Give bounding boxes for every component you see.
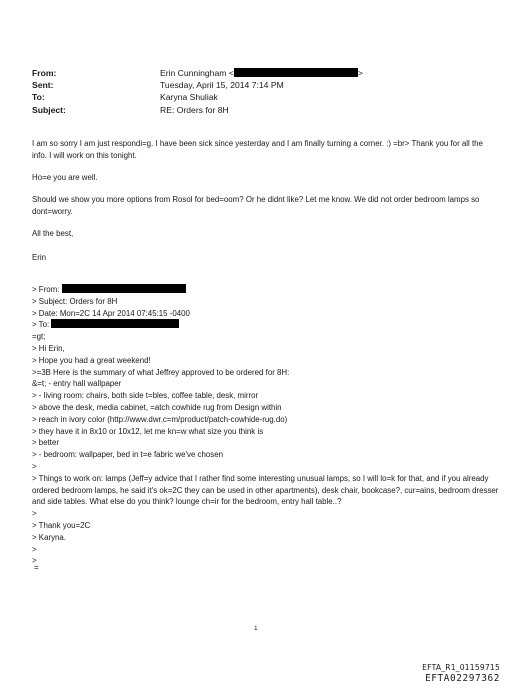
quoted-line: > Thank you=2C (32, 520, 91, 530)
body-paragraph-3: Should we show you more options from Rosol for bed=oom? Or he didnt like? Let me know. We did not order bedroom lamps so dont=worry. (32, 195, 480, 216)
quoted-line: > - living room: chairs, both side t=bles, coffee table, desk, mirror (32, 391, 259, 401)
redaction-bar (62, 284, 186, 293)
sent-label: Sent: (32, 80, 54, 91)
quoted-line: >=3B Here is the summary of what Jeffrey approved to be ordered for 8H: (32, 367, 290, 377)
quoted-line: > - bedroom: wallpaper, bed in t=e fabric we've chosen (32, 450, 223, 460)
quoted-line: =gt; (32, 332, 46, 342)
redaction-bar (51, 319, 179, 328)
quoted-to-line: > To: (32, 319, 500, 331)
quoted-line: > Karyna. (32, 532, 66, 542)
body-paragraph-1: I am so sorry I am just respondi=g. I have been sick since yesterday and I am finally turning a corner. :) =br> Thank you for all the info. I will work on this tonight. (32, 139, 483, 160)
page-number: 1 (254, 625, 258, 632)
quoted-line: > (32, 556, 37, 566)
subject-value: RE: Orders for 8H (160, 104, 229, 115)
to-value: Karyna Shuliak (160, 92, 218, 103)
email-header (32, 67, 363, 116)
quoted-line: > better (32, 438, 59, 448)
bates-number-primary: EFTA_R1_01159715 (422, 663, 500, 672)
quoted-line: > Things to work on: lamps (Jeff=y advice that I rather find some interesting unusual lamps, so I will lo=k for that, and if you already ordered bedroom lamps, he said it's ok=2C they can be used in other apartments), desk chair, bookcase?, cur=ains, bedroom dresser and side tables. What else do you think? lounge ch=ir for the bedroom, entry hall table..? (32, 473, 499, 507)
sent-value: Tuesday, April 15, 2014 7:14 PM (160, 80, 284, 91)
quoted-subject-line: > Subject: Orders for 8H (32, 296, 118, 306)
from-row (32, 67, 363, 79)
quoted-line: > reach in ivory color (http://www.dwr.c=m/product/patch-cowhide-rug.do) (32, 414, 288, 424)
signature-name: Erin (32, 253, 47, 262)
quoted-line: > Hope you had a great weekend! (32, 355, 151, 365)
from-label: From: (32, 68, 57, 78)
quoted-line: > Hi Erin, (32, 343, 65, 353)
quoted-line: > they have it in 8x10 or 10x12, let me kn=w what size you think is (32, 426, 264, 436)
to-label: To: (32, 92, 45, 103)
quoted-message (32, 284, 500, 567)
quoted-date-line: > Date: Mon=2C 14 Apr 2014 07:45:15 -0400 (32, 308, 190, 318)
quoted-line: &=t; - entry hall wallpaper (32, 379, 122, 389)
quoted-line: > (32, 461, 37, 471)
quoted-line: > (32, 544, 37, 554)
bates-number-secondary: EFTA02297362 (425, 673, 500, 684)
signoff: All the best, (32, 229, 74, 238)
subject-label: Subject: (32, 104, 66, 115)
sent-row (32, 79, 363, 91)
redaction-bar (234, 68, 358, 77)
quoted-from-line: > From: (32, 284, 500, 296)
quoted-line: > (32, 509, 37, 519)
from-value: Erin Cunningham < > (160, 68, 363, 78)
trailing-equals: = (34, 563, 39, 572)
subject-row (32, 104, 363, 116)
to-row (32, 91, 363, 103)
quoted-line: > above the desk, media cabinet, =atch cowhide rug from Design within (32, 402, 282, 412)
body-paragraph-2: Ho=e you are well. (32, 173, 98, 182)
